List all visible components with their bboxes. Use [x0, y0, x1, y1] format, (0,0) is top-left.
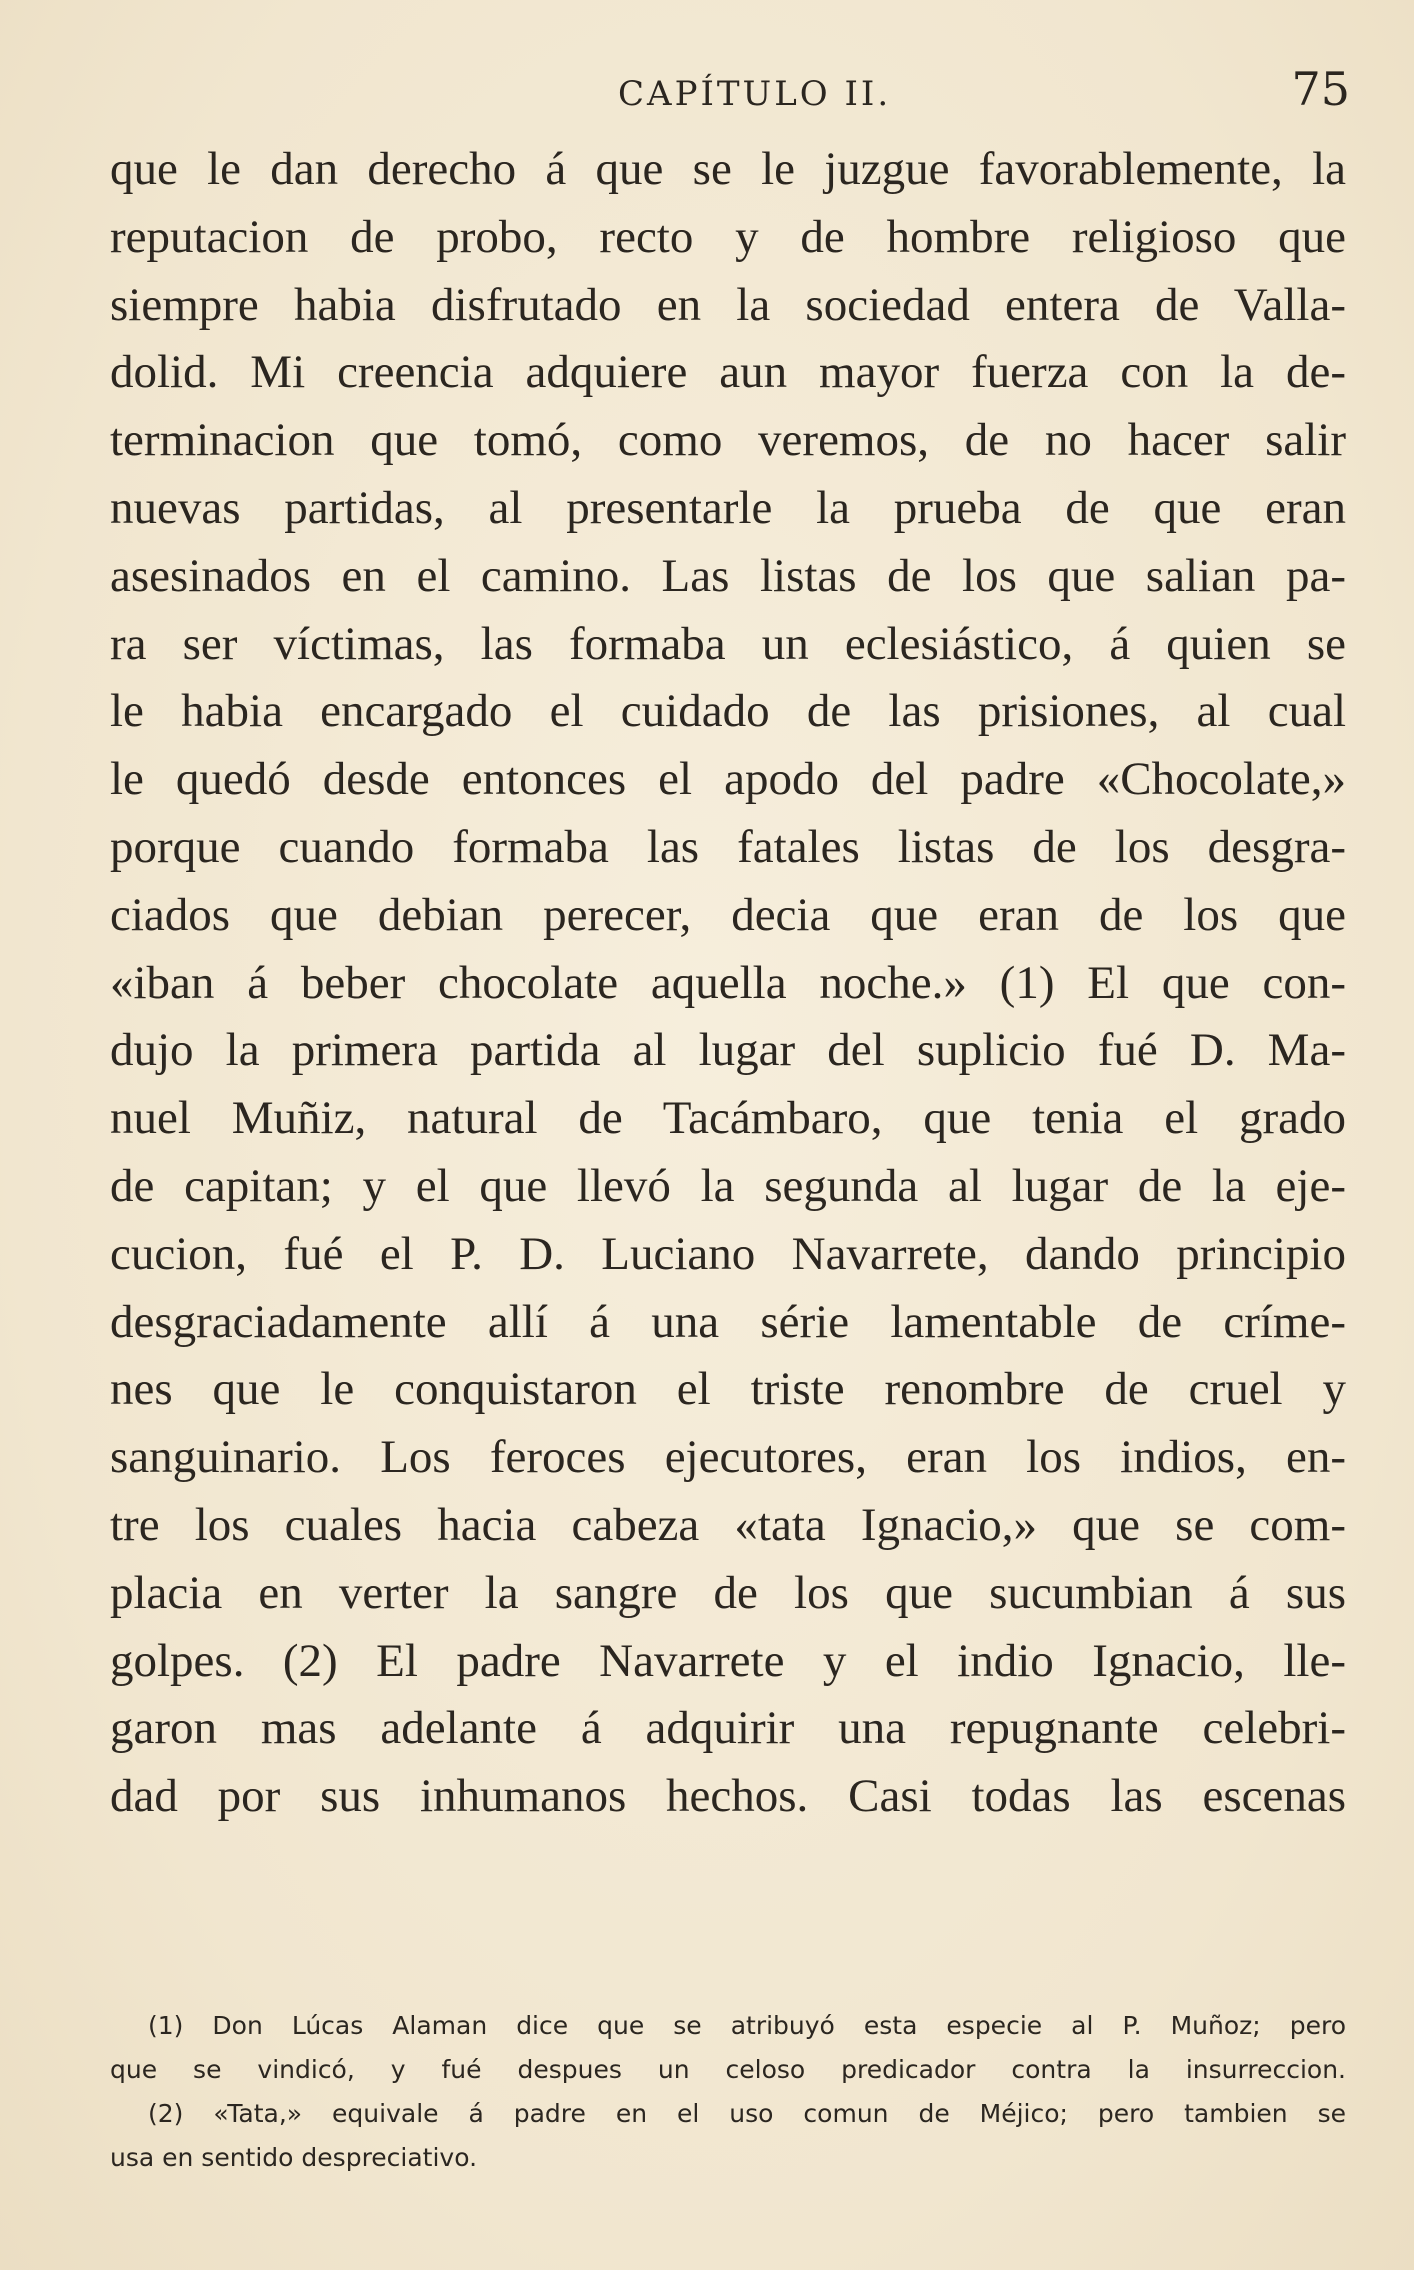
text-line: dolid. Mi creencia adquiere aun mayor fuerza con la de- — [110, 346, 1346, 399]
text-line: ra ser víctimas, las formaba un eclesiástico, á quien se — [110, 617, 1346, 670]
text-line: nes que le conquistaron el triste renombre de cruel y — [110, 1363, 1346, 1416]
text-line: siempre habia disfrutado en la sociedad entera de Valla- — [110, 278, 1346, 331]
text-line: tre los cuales hacia cabeza «tata Ignacio,» que se com- — [110, 1498, 1346, 1551]
text-line: dad por sus inhumanos hechos. Casi todas las escenas — [110, 1770, 1346, 1823]
footnote-2-line: usa en sentido despreciativo. — [110, 2143, 478, 2172]
page-number: 75 — [1291, 62, 1350, 116]
text-line: golpes. (2) El padre Navarrete y el indio Ignacio, lle- — [110, 1634, 1346, 1687]
text-line: ciados que debian perecer, decia que eran de los que — [110, 888, 1346, 941]
text-line: asesinados en el camino. Las listas de los que salian pa- — [110, 549, 1346, 602]
text-line: de capitan; y el que llevó la segunda al lugar de la eje- — [110, 1159, 1346, 1212]
footnote-1-line: (1) Don Lúcas Alaman dice que se atribuyó esta especie al P. Muñoz; pero — [148, 2011, 1346, 2040]
footnote-2-line: (2) «Tata,» equivale á padre en el uso comun de Méjico; pero tambien se — [148, 2099, 1346, 2128]
text-line: terminacion que tomó, como veremos, de no hacer salir — [110, 414, 1346, 467]
chapter-heading: CAPÍTULO II. — [618, 74, 892, 114]
text-line: cucion, fué el P. D. Luciano Navarrete, dando principio — [110, 1227, 1346, 1280]
text-line: garon mas adelante á adquirir una repugnante celebri- — [110, 1702, 1346, 1755]
text-line: le habia encargado el cuidado de las prisiones, al cual — [110, 685, 1346, 738]
text-line: nuel Muñiz, natural de Tacámbaro, que tenia el grado — [110, 1092, 1346, 1145]
text-line: dujo la primera partida al lugar del suplicio fué D. Ma- — [110, 1024, 1346, 1077]
text-line: nuevas partidas, al presentarle la prueba de que eran — [110, 481, 1346, 534]
text-line: desgraciadamente allí á una série lamentable de críme- — [110, 1295, 1346, 1348]
text-line: reputacion de probo, recto y de hombre religioso que — [110, 210, 1346, 263]
footnotes — [110, 2004, 1346, 2180]
text-line: porque cuando formaba las fatales listas de los desgra- — [110, 820, 1346, 873]
text-line: le quedó desde entonces el apodo del padre «Chocolate,» — [110, 753, 1346, 806]
text-line: sanguinario. Los feroces ejecutores, eran los indios, en- — [110, 1431, 1346, 1484]
text-line: «iban á beber chocolate aquella noche.» (1) El que con- — [110, 956, 1346, 1009]
footnote-1-line: que se vindicó, y fué despues un celoso predicador contra la insurreccion. — [110, 2055, 1346, 2084]
text-line: placia en verter la sangre de los que sucumbian á sus — [110, 1566, 1346, 1619]
body-text — [110, 136, 1346, 1831]
text-line: que le dan derecho á que se le juzgue favorablemente, la — [110, 143, 1346, 195]
running-head — [110, 62, 1350, 122]
